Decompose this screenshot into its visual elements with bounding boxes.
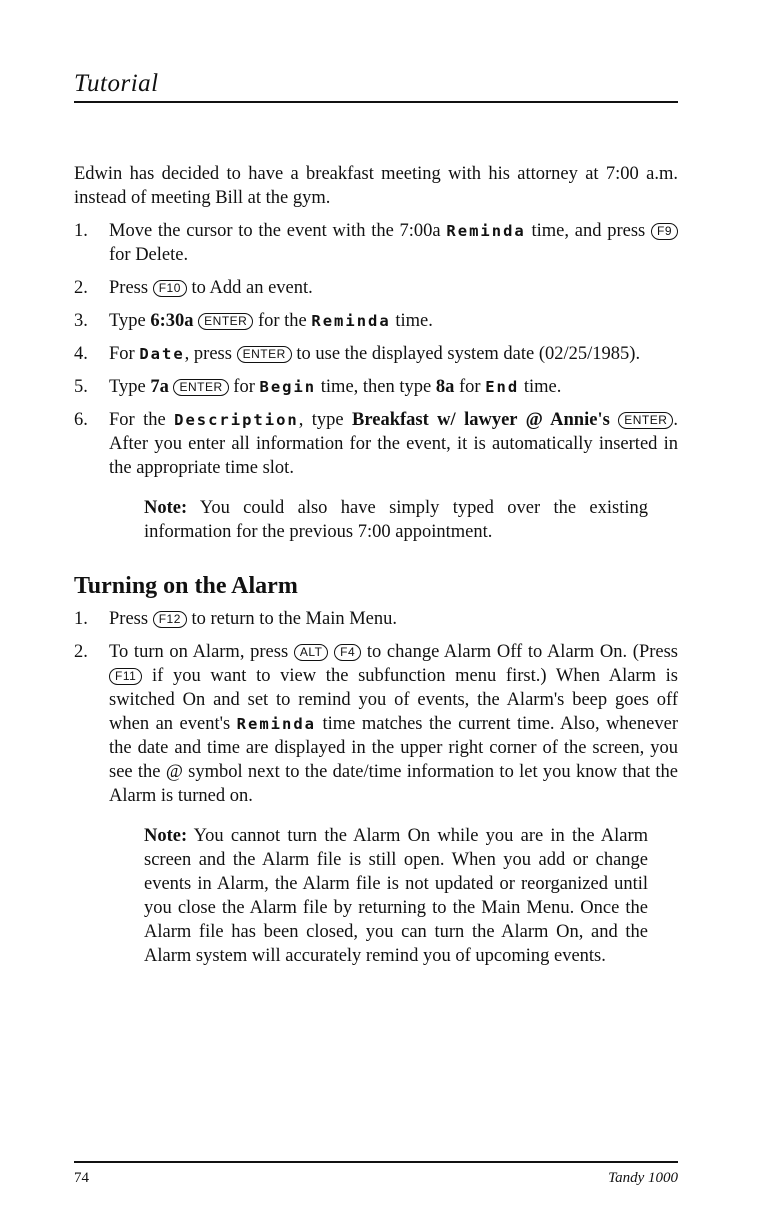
step-number: 5. <box>74 377 88 397</box>
page-number: 74 <box>74 1170 89 1186</box>
steps-list-1 <box>74 219 678 480</box>
step-text: For the Description, type Breakfast w/ lawyer @ Annie's ENTER . After you enter all information for the event, it is automatically inserted in the appropriate time slot. <box>109 410 678 478</box>
header-title: Tutorial <box>74 70 159 97</box>
field-name: End <box>485 378 520 396</box>
list-item <box>74 607 678 631</box>
field-name: Reminda <box>236 715 316 733</box>
step-text: To turn on Alarm, press ALT F4 to change Alarm Off to Alarm On. (Press F11 if you want to view the subfunction menu first.) When Alarm is switched On and set to remind you of events, the Alarm's beep goes off when an event's Reminda time matches the current time. Also, whenever the date and time are displayed in the upper right corner of the screen, you see the @ symbol next to the date/time information to let you know that the Alarm is turned on. <box>109 642 679 806</box>
field-name: Description <box>174 411 299 429</box>
step-number: 2. <box>74 278 88 298</box>
step-number: 3. <box>74 311 88 331</box>
section-heading: Turning on the Alarm <box>74 573 298 599</box>
step-number: 2. <box>74 642 88 662</box>
step-text: Type 7a ENTER for Begin time, then type 8a for End time. <box>109 377 562 397</box>
key-cap: ENTER <box>173 379 228 396</box>
step-text: Type 6:30a ENTER for the Reminda time. <box>109 311 433 331</box>
key-cap: ENTER <box>198 313 253 330</box>
list-item <box>74 309 678 333</box>
key-cap: F10 <box>153 280 187 297</box>
step-text: Press F10 to Add an event. <box>109 278 313 298</box>
step-number: 4. <box>74 344 88 364</box>
field-name: Begin <box>259 378 317 396</box>
note-1: Note: You could also have simply typed over the existing information for the previous 7:00 appointment. <box>144 498 648 542</box>
field-name: Date <box>139 345 185 363</box>
page-content <box>74 162 678 968</box>
field-name: Reminda <box>311 312 391 330</box>
list-item <box>74 219 678 267</box>
key-cap: ENTER <box>237 346 292 363</box>
intro-paragraph: Edwin has decided to have a breakfast meeting with his attorney at 7:00 a.m. instead of meeting Bill at the gym. <box>74 164 678 208</box>
footer-brand: Tandy 1000 <box>608 1170 678 1186</box>
key-cap: F4 <box>334 644 361 661</box>
field-name: Reminda <box>446 222 526 240</box>
list-item <box>74 342 678 366</box>
step-text: For Date, press ENTER to use the displayed system date (02/25/1985). <box>109 344 641 364</box>
note-2: Note: You cannot turn the Alarm On while you are in the Alarm screen and the Alarm file is still open. When you add or change events in Alarm, the Alarm file is not updated or reorganized until you close the Alarm file by returning to the Main Menu. Once the Alarm file has been closed, you can turn the Alarm On, and the Alarm system will accurately remind you of upcoming events. <box>144 826 648 966</box>
key-cap: F11 <box>109 668 142 685</box>
header-rule <box>74 101 678 103</box>
key-cap: ENTER <box>618 412 673 429</box>
step-number: 1. <box>74 221 88 241</box>
list-item <box>74 640 678 808</box>
footer-rule <box>74 1161 678 1163</box>
step-text: Move the cursor to the event with the 7:00a Reminda time, and press F9 for Delete. <box>109 219 678 267</box>
list-item <box>74 276 678 300</box>
key-cap: ALT <box>294 644 329 661</box>
steps-list-2 <box>74 607 678 808</box>
page-header <box>74 70 678 98</box>
step-number: 1. <box>74 609 88 629</box>
list-item <box>74 375 678 399</box>
step-number: 6. <box>74 410 88 430</box>
key-cap: F9 <box>651 223 678 240</box>
key-cap: F12 <box>153 611 187 628</box>
step-text: Press F12 to return to the Main Menu. <box>109 609 398 629</box>
list-item <box>74 408 678 480</box>
